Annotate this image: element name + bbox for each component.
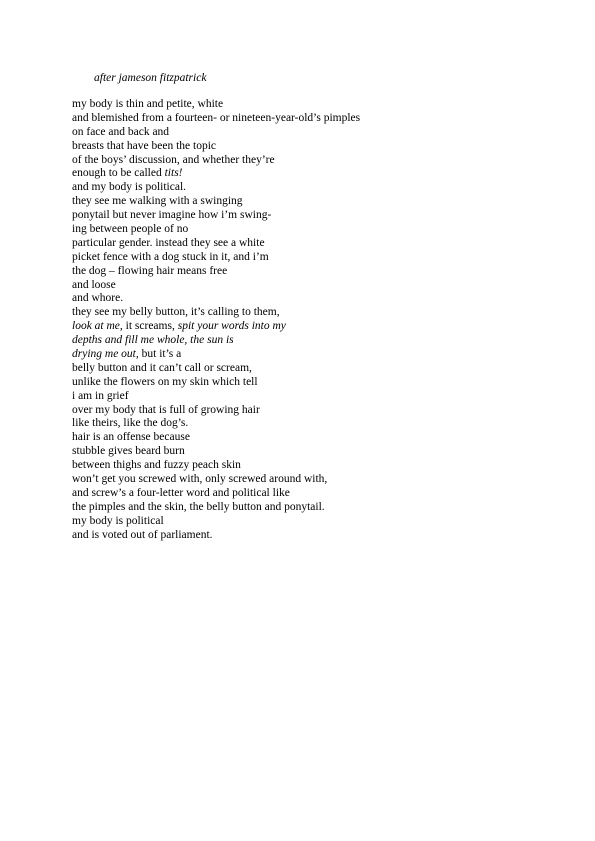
italic-text: tits! bbox=[164, 167, 183, 180]
line-text: on face and back and bbox=[72, 125, 170, 138]
line-text: enough to be called bbox=[72, 167, 165, 180]
line-text: ing between people of no bbox=[72, 223, 189, 236]
line-text: of the boys’ discussion, and whether they’re bbox=[72, 153, 275, 166]
line-text: like theirs, like the dog’s. bbox=[72, 417, 189, 430]
poem-line bbox=[72, 195, 360, 209]
line-text: and my body is political. bbox=[72, 181, 187, 194]
poem-line bbox=[72, 265, 360, 279]
poem-line bbox=[72, 320, 360, 334]
line-text: but it’s a bbox=[138, 348, 182, 361]
poem-line bbox=[72, 431, 360, 445]
poem-line bbox=[72, 209, 360, 223]
line-text: they see my belly button, it’s calling to them, bbox=[72, 306, 280, 319]
line-text: i am in grief bbox=[72, 389, 129, 402]
poem-line bbox=[72, 279, 360, 293]
poem-line bbox=[72, 445, 360, 459]
line-text: and blemished from a fourteen- or nineteen-year-old’s pimples bbox=[72, 111, 361, 124]
poem-line bbox=[72, 529, 360, 543]
poem-line bbox=[72, 154, 360, 168]
poem-line bbox=[72, 98, 360, 112]
italic-text: drying me out, bbox=[72, 348, 139, 361]
poem-line bbox=[72, 459, 360, 473]
line-text: and whore. bbox=[72, 292, 124, 305]
poem-line bbox=[72, 223, 360, 237]
line-text: my body is thin and petite, white bbox=[72, 98, 224, 110]
poem-line bbox=[72, 501, 360, 515]
poem-line bbox=[72, 251, 360, 265]
line-text: unlike the flowers on my skin which tell bbox=[72, 375, 258, 388]
poem-line bbox=[72, 348, 360, 362]
poem-line bbox=[72, 334, 360, 348]
poem-line bbox=[72, 362, 360, 376]
line-text: and screw’s a four-letter word and political like bbox=[72, 486, 290, 499]
line-text: particular gender. instead they see a white bbox=[72, 236, 265, 249]
line-text: it screams, bbox=[122, 320, 178, 333]
line-text: breasts that have been the topic bbox=[72, 139, 217, 152]
poem-line bbox=[72, 417, 360, 431]
poem-line bbox=[72, 404, 360, 418]
line-text: between thighs and fuzzy peach skin bbox=[72, 459, 241, 472]
italic-text: look at me, bbox=[72, 320, 123, 333]
line-text: picket fence with a dog stuck in it, and i’m bbox=[72, 250, 269, 263]
line-text: and is voted out of parliament. bbox=[72, 528, 213, 541]
poem-line bbox=[72, 292, 360, 306]
line-text: over my body that is full of growing hair bbox=[72, 403, 260, 416]
line-text: the dog – flowing hair means free bbox=[72, 264, 228, 277]
poem-line bbox=[72, 181, 360, 195]
poem-line bbox=[72, 390, 360, 404]
poem-line bbox=[72, 473, 360, 487]
poem-line bbox=[72, 515, 360, 529]
poem-line bbox=[72, 306, 360, 320]
poem-line bbox=[72, 140, 360, 154]
line-text: they see me walking with a swinging bbox=[72, 195, 243, 208]
line-text: stubble gives beard burn bbox=[72, 445, 185, 458]
italic-text: spit your words into my bbox=[177, 320, 286, 333]
poem-line bbox=[72, 126, 360, 140]
poem-body bbox=[72, 98, 360, 543]
line-text: my body is political bbox=[72, 514, 164, 527]
line-text: belly button and it can’t call or scream, bbox=[72, 361, 252, 374]
line-text: hair is an offense because bbox=[72, 431, 190, 444]
line-text: and loose bbox=[72, 278, 116, 291]
poem-line bbox=[72, 487, 360, 501]
poem-line bbox=[72, 237, 360, 251]
poem-line bbox=[72, 376, 360, 390]
poem-line bbox=[72, 167, 360, 181]
italic-text: depths and fill me whole, the sun is bbox=[72, 334, 234, 347]
line-text: ponytail but never imagine how i’m swing- bbox=[72, 209, 272, 222]
poem-line bbox=[72, 112, 360, 126]
line-text: the pimples and the skin, the belly button and ponytail. bbox=[72, 500, 325, 513]
line-text: won’t get you screwed with, only screwed around with, bbox=[72, 473, 328, 486]
epigraph: after jameson fitzpatrick bbox=[94, 72, 207, 84]
